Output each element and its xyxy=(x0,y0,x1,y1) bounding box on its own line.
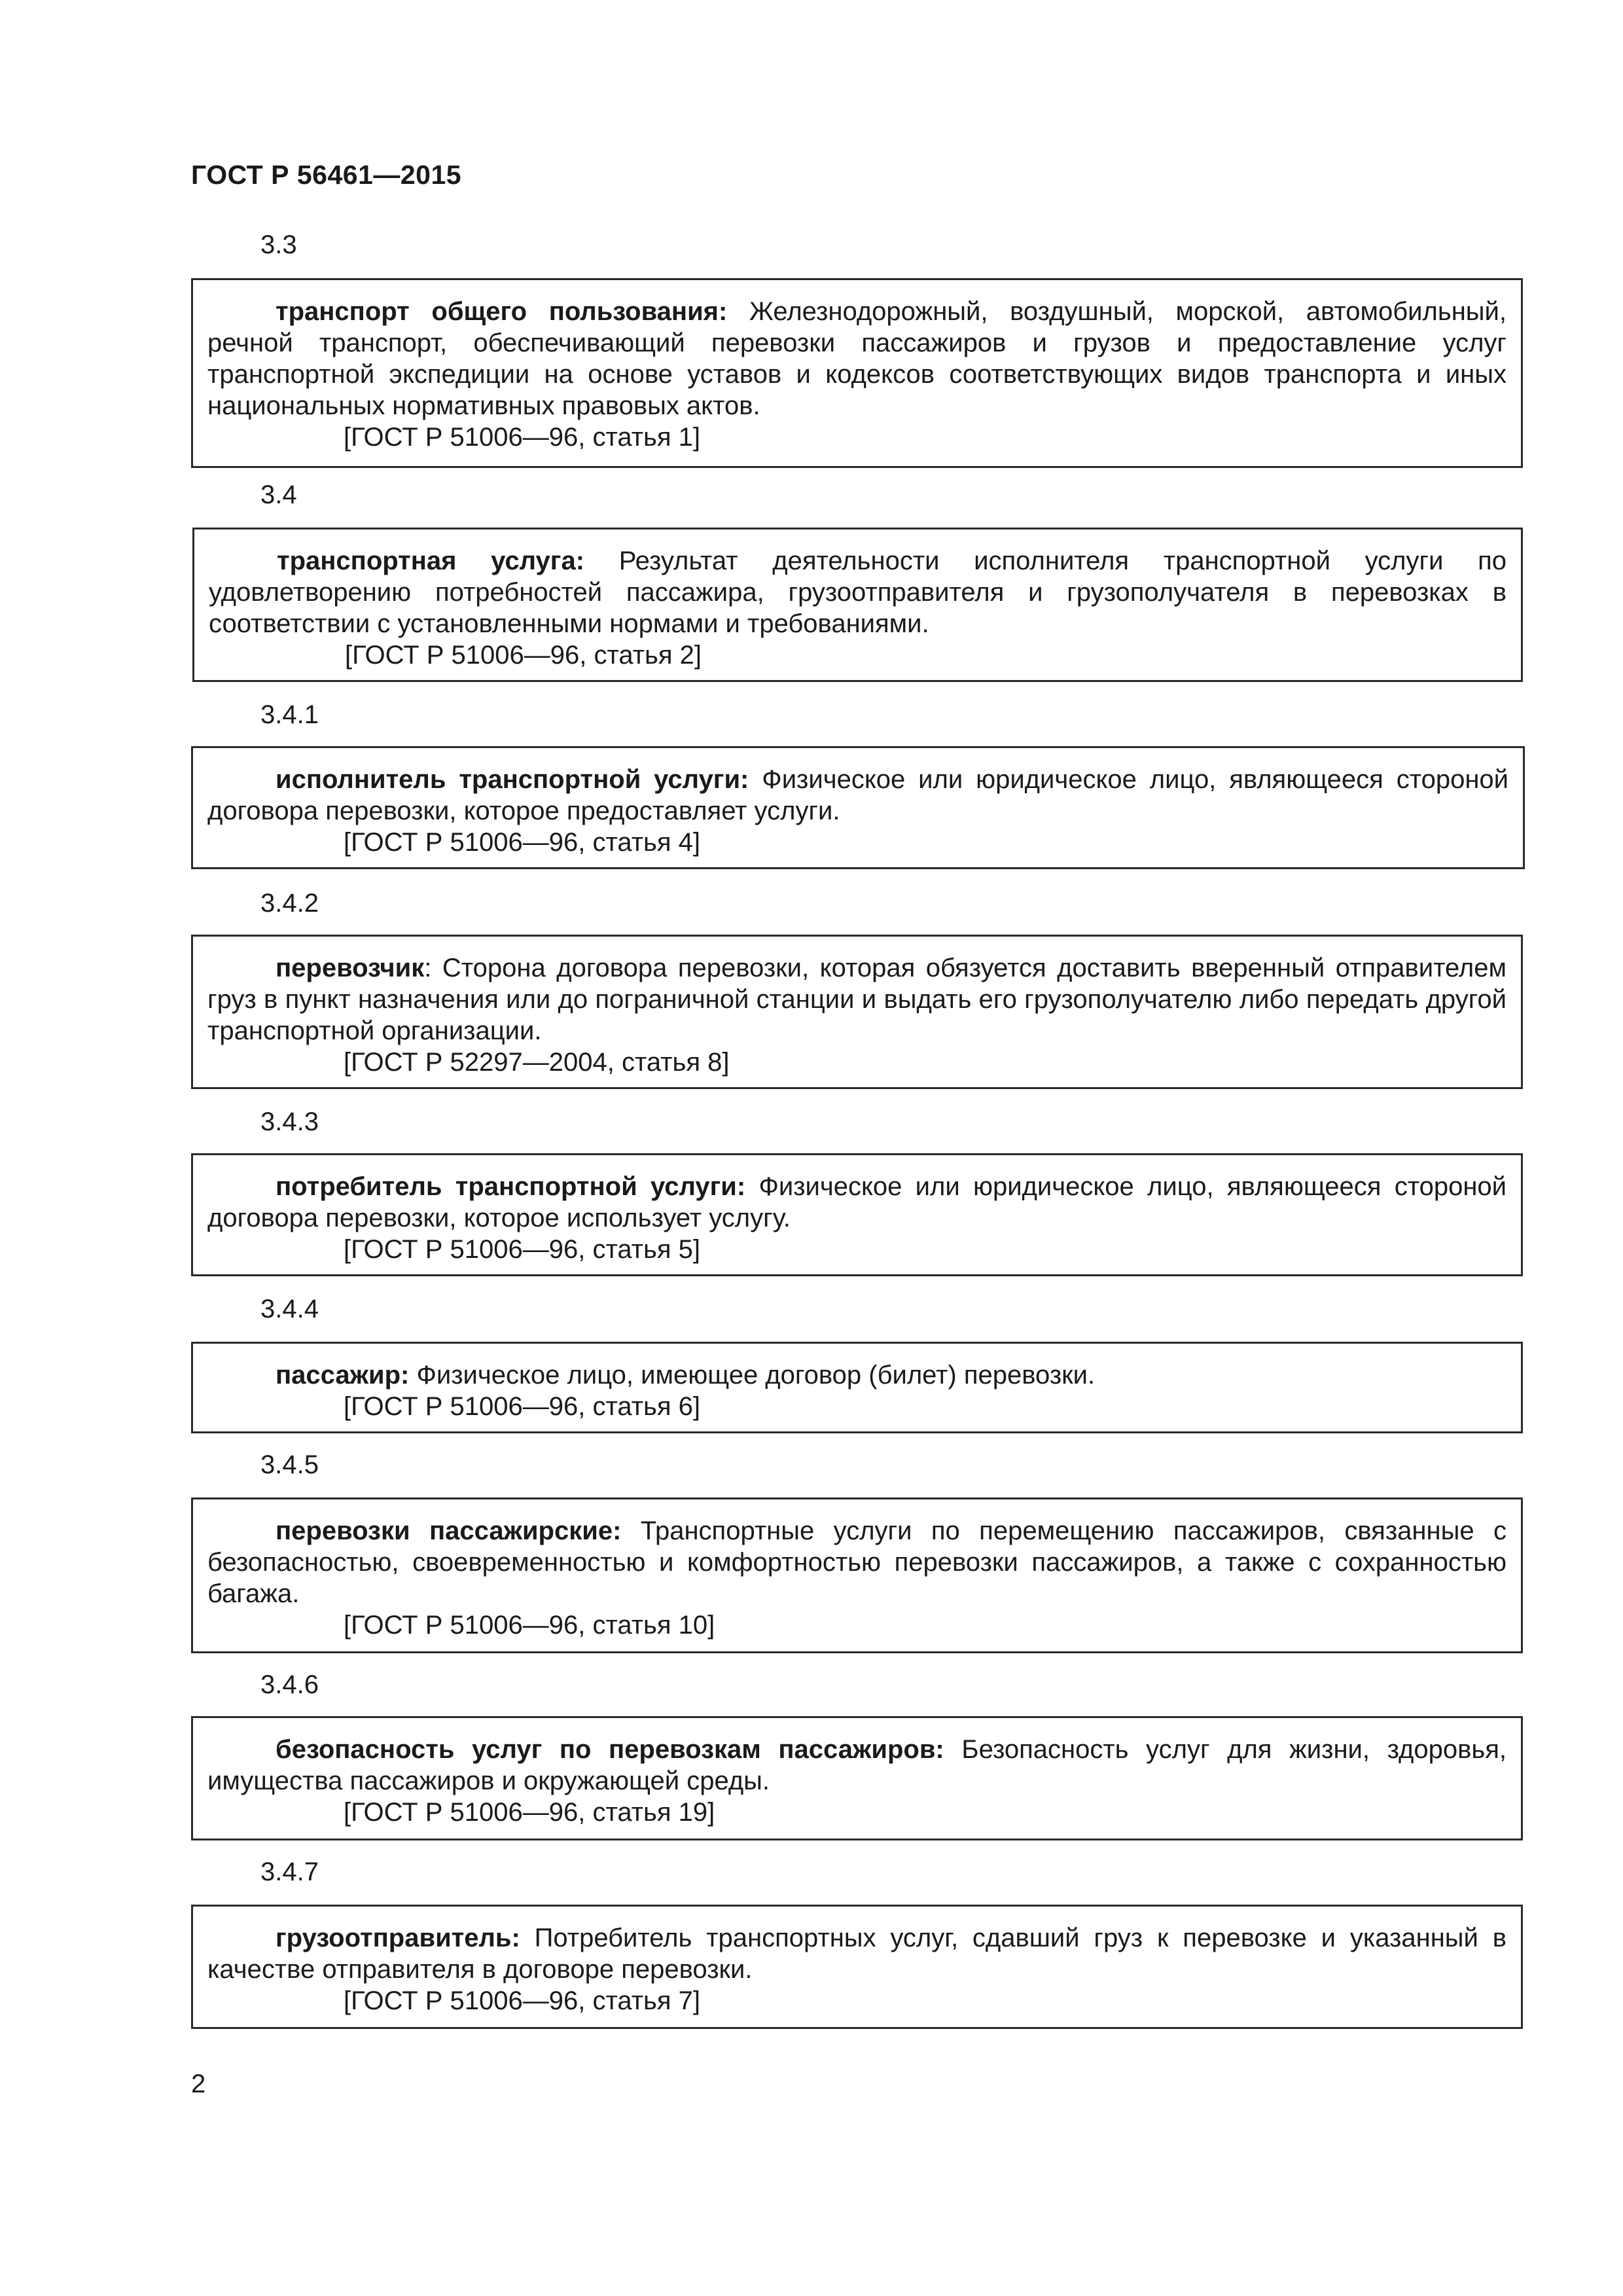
term-source: [ГОСТ Р 51006—96, статья 4] xyxy=(344,828,701,857)
term-source: [ГОСТ Р 52297—2004, статья 8] xyxy=(344,1048,730,1077)
term-number: 3.4.7 xyxy=(260,1857,319,1886)
term-title: грузоотправитель: xyxy=(276,1924,520,1952)
term-definition: Безопасность услуг для жизни, здоровья, имущества пассажиров и окружающей среды. xyxy=(207,1735,1507,1795)
term-definition-box xyxy=(191,1716,1523,1840)
term-definition-box xyxy=(191,1905,1523,2029)
page-number: 2 xyxy=(191,2070,206,2098)
term-number: 3.4.6 xyxy=(260,1670,319,1699)
term-title: исполнитель транспортной услуги: xyxy=(276,765,749,794)
term-title: транспортная услуга: xyxy=(277,547,585,575)
term-definition: Железнодорожный, воздушный, морской, автомобильный, речной транспорт, обеспечивающий перевозки пассажиров и грузов и предоставление услуг транспортной экспедиции на основе уставов и кодексов соответствующих видов транспорта и иных национальных нормативных правовых актов. xyxy=(207,297,1507,420)
term-source: [ГОСТ Р 51006—96, статья 1] xyxy=(344,423,701,452)
term-definition: Физическое или юридическое лицо, являющееся стороной договора перевозки, которое предоставляет услуги. xyxy=(207,765,1508,825)
term-source: [ГОСТ Р 51006—96, статья 5] xyxy=(344,1235,701,1264)
document-header: ГОСТ Р 56461—2015 xyxy=(191,160,462,190)
term-definition-box xyxy=(191,746,1525,869)
term-number: 3.4 xyxy=(260,480,297,509)
term-definition-box xyxy=(191,935,1523,1089)
term-definition: Транспортные услуги по перемещению пассажиров, связанные с безопасностью, своевременностью и комфортностью перевозки пассажиров, а также с сохранностью багажа. xyxy=(207,1516,1507,1608)
term-definition: Потребитель транспортных услуг, сдавший груз к перевозке и указанный в качестве отправителя в договоре перевозки. xyxy=(207,1924,1507,1984)
term-title: транспорт общего пользования: xyxy=(276,297,728,326)
term-title: перевозки пассажирские: xyxy=(276,1516,622,1545)
term-number: 3.4.2 xyxy=(260,889,319,918)
term-title: безопасность услуг по перевозкам пассажиров: xyxy=(276,1735,944,1764)
term-definition-box xyxy=(192,528,1523,682)
term-definition-box xyxy=(191,1342,1523,1433)
term-number: 3.4.3 xyxy=(260,1107,319,1136)
term-definition-box xyxy=(191,1498,1523,1653)
term-number: 3.4.5 xyxy=(260,1450,319,1479)
term-definition-box xyxy=(191,278,1523,468)
term-source: [ГОСТ Р 51006—96, статья 19] xyxy=(344,1798,715,1827)
term-number: 3.4.1 xyxy=(260,700,319,729)
term-definition: : Сторона договора перевозки, которая обязуется доставить вверенный отправителем груз в пункт назначения или до пограничной станции и выдать его грузополучателю либо передать другой транспортной организации. xyxy=(207,954,1507,1045)
term-definition: Физическое или юридическое лицо, являющееся стороной договора перевозки, которое использует услугу. xyxy=(207,1172,1507,1232)
term-source: [ГОСТ Р 51006—96, статья 2] xyxy=(345,641,702,670)
term-title: потребитель транспортной услуги: xyxy=(276,1172,746,1201)
term-source: [ГОСТ Р 51006—96, статья 7] xyxy=(344,1986,701,2015)
term-definition-box xyxy=(191,1153,1523,1276)
term-source: [ГОСТ Р 51006—96, статья 6] xyxy=(344,1392,701,1421)
term-title: перевозчик xyxy=(276,954,425,982)
term-title: пассажир: xyxy=(276,1361,410,1390)
term-number: 3.4.4 xyxy=(260,1295,319,1323)
term-number: 3.3 xyxy=(260,230,297,259)
term-source: [ГОСТ Р 51006—96, статья 10] xyxy=(344,1611,715,1640)
term-definition: Физическое лицо, имеющее договор (билет) перевозки. xyxy=(409,1361,1096,1390)
term-definition: Результат деятельности исполнителя транспортной услуги по удовлетворению потребностей пассажира, грузоотправителя и грузополучателя в перевозках в соответствии с установленными нормами и требованиями. xyxy=(209,547,1507,638)
